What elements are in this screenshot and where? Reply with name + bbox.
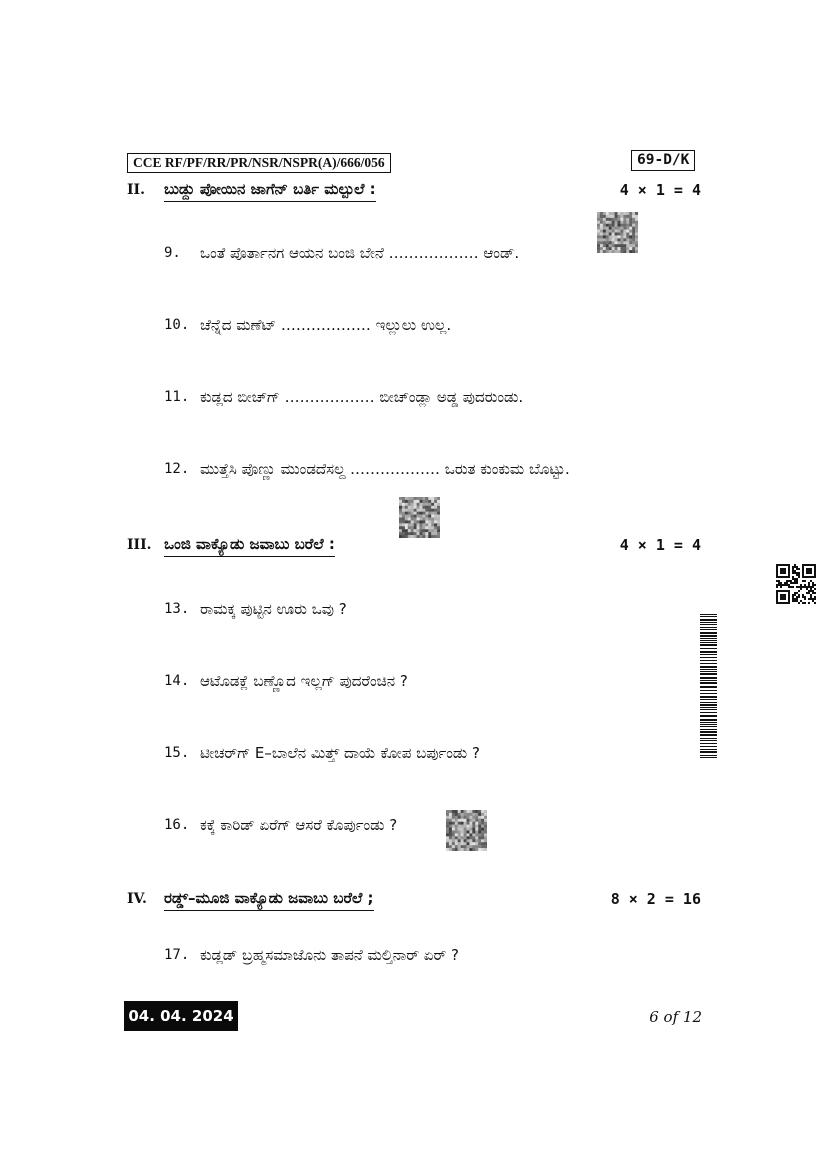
exam-code: CCE RF/PF/RR/PR/NSR/NSPR(A)/666/056	[127, 153, 391, 173]
question-number: 14.	[164, 673, 190, 689]
question-number: 10.	[164, 317, 190, 333]
section-title: ಬುಡ್ದು ಪೋಯಿನ ಜಾಗೆನ್ ಬರ್ತಿ ಮಲ್ಪುಲೆ :	[164, 180, 376, 202]
noise-patch-icon	[399, 497, 440, 538]
section-number: IV.	[127, 891, 147, 907]
paper-code: 69-D/K	[631, 150, 695, 171]
question-text: ಕಕ್ಕೆ ಕಾರಿಡ್ ಏರೆಗ್ ಆಸರೆ ಕೊರ್ಪುಂಡು ?	[200, 816, 398, 834]
noise-patch-icon	[446, 810, 487, 851]
question-number: 11.	[164, 389, 190, 405]
question-number: 9.	[164, 245, 181, 261]
section-title: ಒಂಜಿ ವಾಕ್ಯೊಡು ಜವಾಬು ಬರೆಲೆ :	[164, 535, 335, 557]
section-number: II.	[127, 182, 145, 198]
page-number: 6 of 12	[649, 1008, 702, 1026]
question-text: ಆಟೊಡಕ್ಲೆ ಬಣ್ಣೊದ ಇಲ್ಲಗ್ ಪುದರೆಂಚಿನ ?	[200, 672, 408, 690]
qr-code-icon	[776, 564, 816, 604]
question-number: 16.	[164, 817, 190, 833]
question-text: ಚೆನ್ನೆದ ಮಣೆಟ್ ……………… ಇಲ್ಲುಲು ಉಲ್ಲ.	[200, 316, 452, 334]
barcode-icon	[700, 614, 717, 758]
question-text: ರಾಮಕ್ಕ ಪುಟ್ಟಿನ ಊರು ಒವು ?	[200, 600, 347, 618]
section-marks: 8 × 2 = 16	[610, 890, 701, 908]
question-number: 17.	[164, 947, 190, 963]
section-marks: 4 × 1 = 4	[619, 536, 701, 554]
question-number: 12.	[164, 461, 190, 477]
question-number: 15.	[164, 745, 190, 761]
question-number: 13.	[164, 601, 190, 617]
exam-date: 04. 04. 2024	[124, 1001, 238, 1031]
question-text: ಕುಡ್ಲದ ಬೀಚ್‌ಗ್ ……………… ಬೀಚ್‌ಂಡ್ಲಾ ಅಡ್ಡ ಪುದರುಂಡು.	[200, 388, 524, 406]
noise-patch-icon	[597, 212, 638, 253]
question-text: ಮುತ್ತೆಸಿ ಪೊಣ್ಣು ಮುಂಡದೆಸಲ್ದ ……………… ಒರುತ ಕುಂಕುಮ ಬೊಟ್ಟು.	[200, 460, 570, 478]
question-text: ಒಂತೆ ಪೊರ್ತಾನಗ ಆಯನ ಬಂಜಿ ಬೇನೆ ……………… ಆಂಡ್.	[200, 244, 520, 262]
section-title: ರಡ್ಡ್–ಮೂಜಿ ವಾಕ್ಯೊಡು ಜವಾಬು ಬರೆಲೆ ;	[164, 889, 374, 911]
section-number: III.	[127, 537, 152, 553]
question-text: ಟೀಚರ್‌ಗ್ E–ಬಾಲೆನ ಮಿತ್ತ್ ದಾಯೆ ಕೋಪ ಬರ್ಪುಂಡು ?	[200, 744, 480, 762]
section-marks: 4 × 1 = 4	[619, 181, 701, 199]
question-text: ಕುಡ್ಲಡ್ ಬ್ರಹ್ಮಸಮಾಜೊನು ತಾಪನೆ ಮಲ್ತಿನಾರ್ ಏರ್ ?	[200, 946, 460, 964]
